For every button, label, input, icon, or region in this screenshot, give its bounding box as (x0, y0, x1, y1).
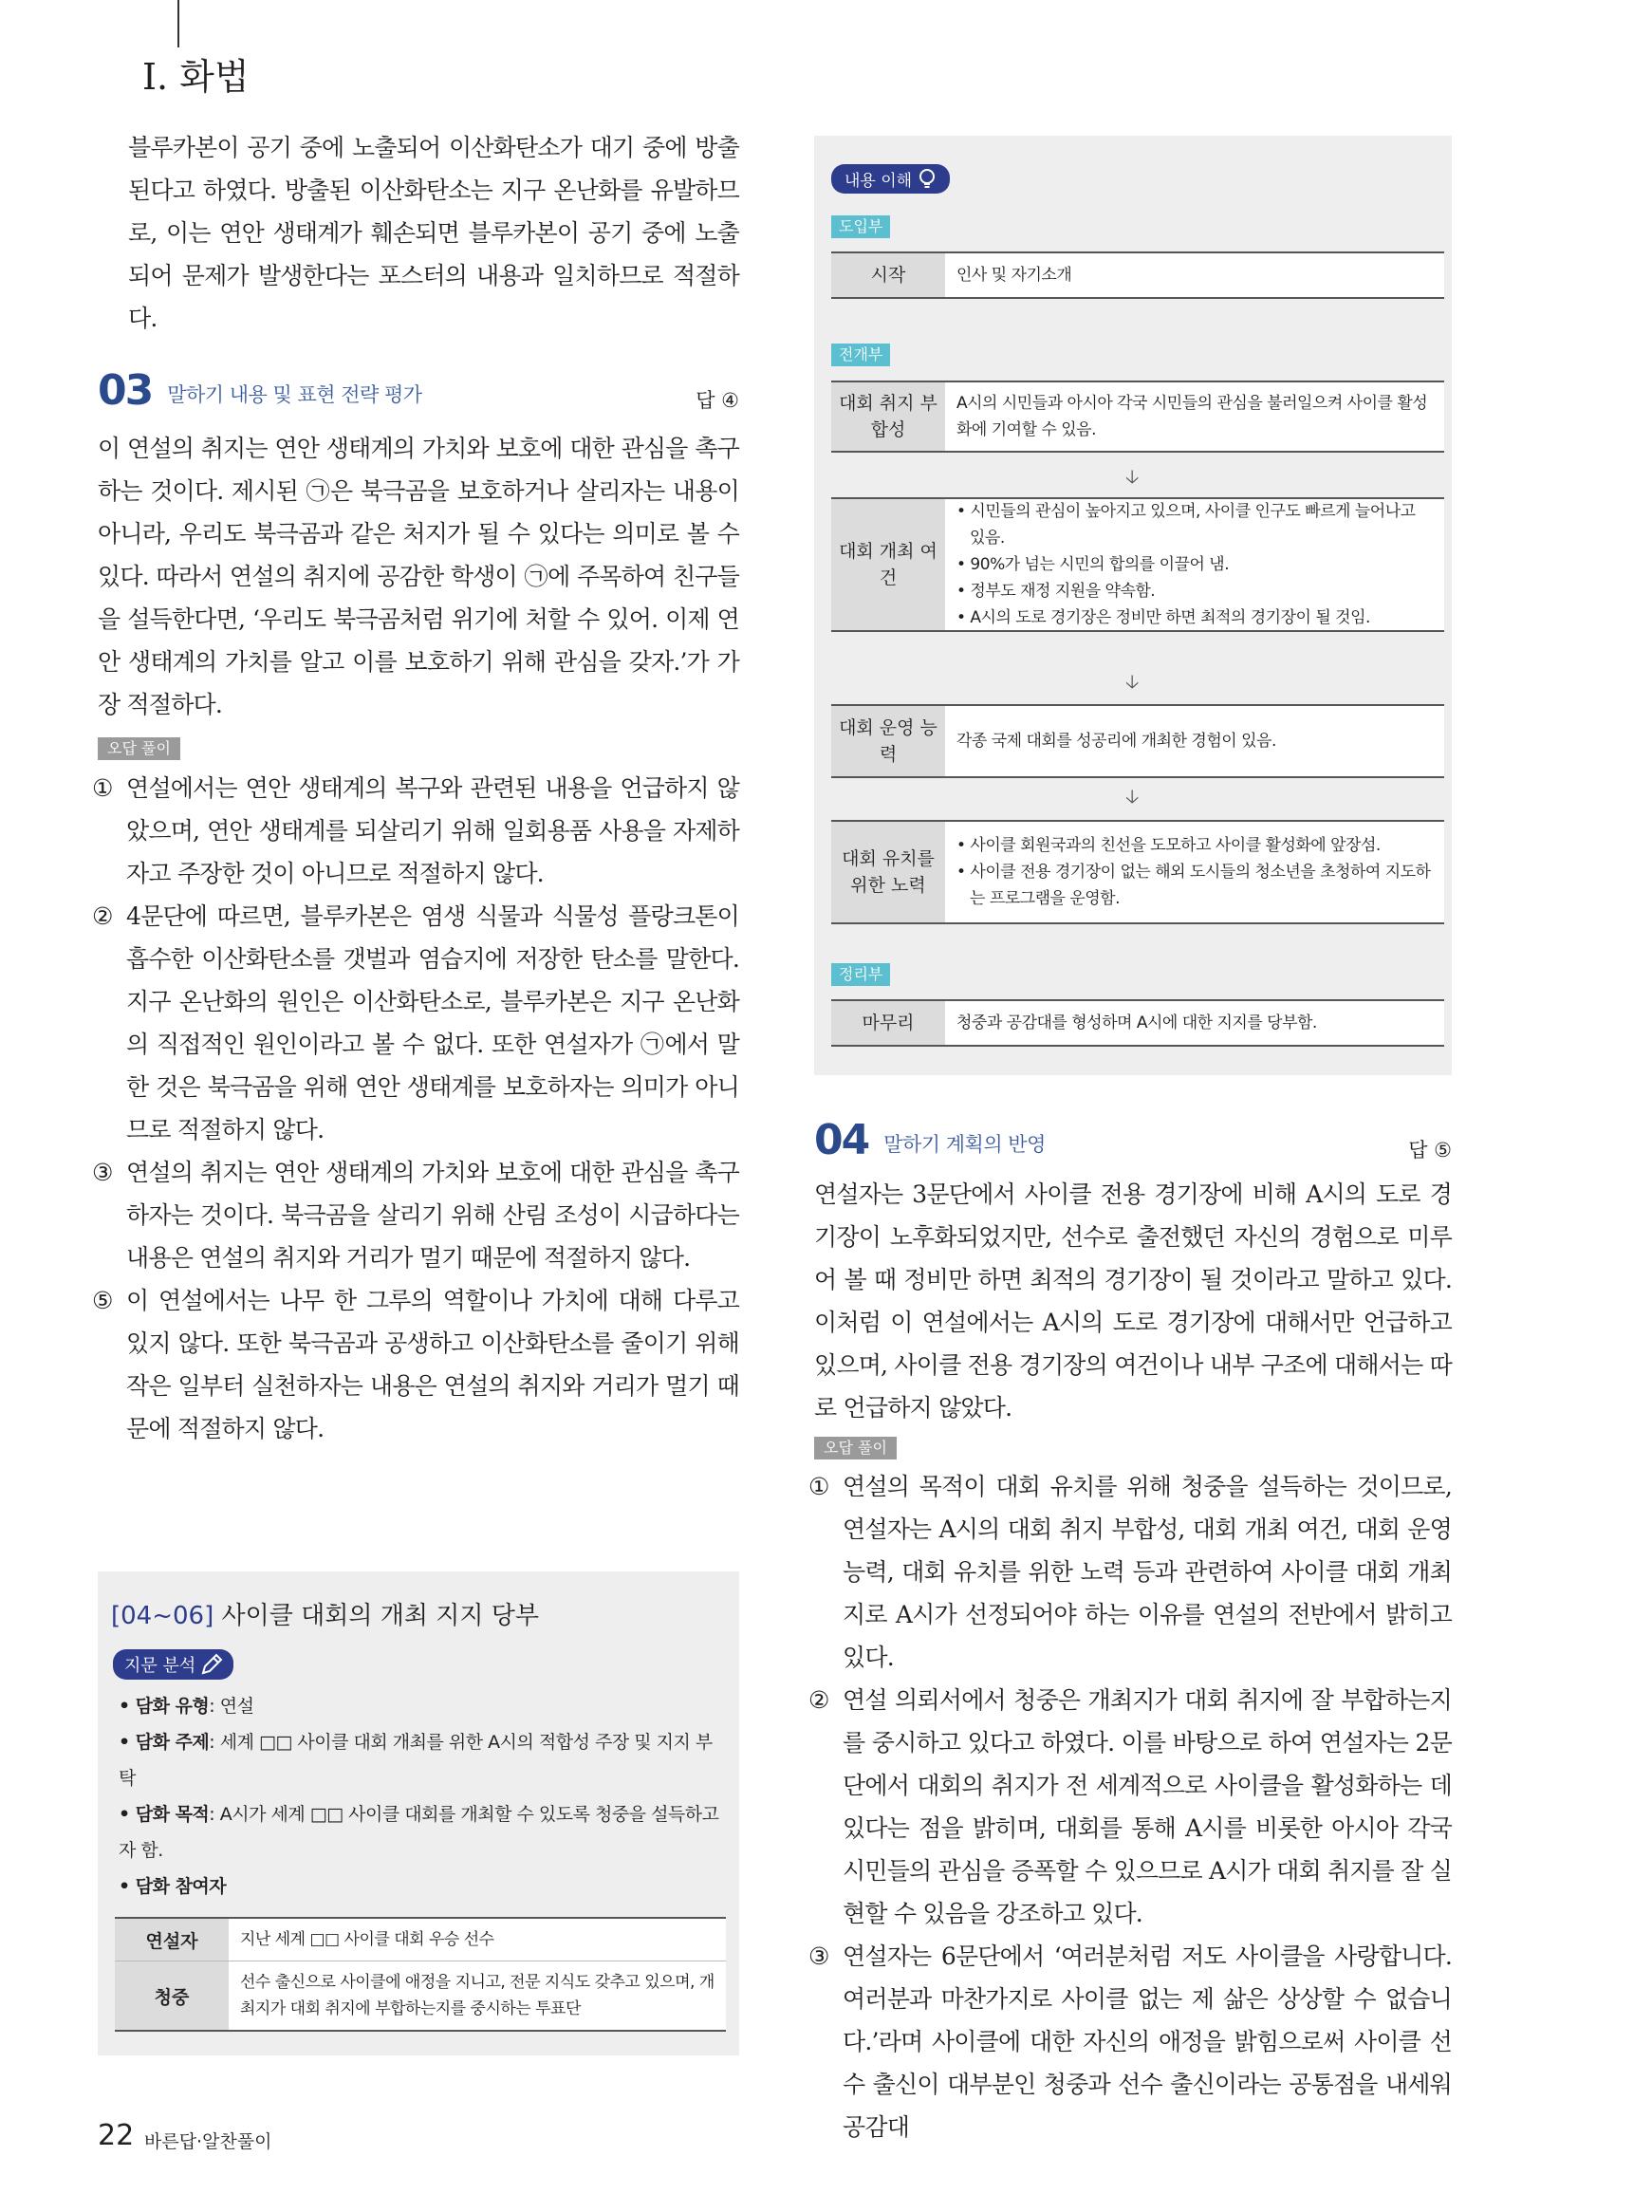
bullet-value: : 연설 (209, 1696, 254, 1717)
row-content (945, 253, 1444, 297)
stage-intro (831, 215, 890, 238)
item-number: ① (92, 774, 113, 802)
stage-closing (831, 963, 890, 986)
row-text: 인사 및 자기소개 (956, 266, 1072, 285)
row-bullet: • A시의 도로 경기장은 정비만 하면 최적의 경기장이 될 것임. (956, 608, 1370, 627)
row-bullet: • 사이클 전용 경기장이 없는 해외 도시들의 청소년을 초청하여 지도하는 프로그램을 운영함. (956, 863, 1431, 908)
row-label: 마무리 (831, 1001, 945, 1045)
bullet-key: • 담화 목적 (119, 1804, 210, 1825)
participant-desc: 지난 세계 □□ 사이클 대회 우승 선수 (240, 1930, 494, 1949)
row-bullet: • 시민들의 관심이 높아지고 있으며, 사이클 인구도 빠르게 늘어나고 있음. (956, 502, 1416, 548)
passage-title-text: 사이클 대회의 개최 지지 당부 (221, 1602, 539, 1630)
participant-desc: 선수 출신으로 사이클에 애정을 지니고, 전문 지식도 갖추고 있으며, 개최지가 대회 취지에 부합하는지를 중시하는 투표단 (240, 1973, 715, 2018)
intro-paragraph (128, 126, 739, 340)
q04-body-text: 연설자는 3문단에서 사이클 전용 경기장에 비해 A시의 도로 경기장이 노후화되었지만, 선수로 출전했던 자신의 경험으로 미루어 볼 때 정비만 하면 최적의 경기장이 될 것이라고 말하고 있다. 이처럼 이 연설에서는 A시의 도로 경기장에 대해서만 언급하고 있으며, 사이클 전용 경기장의 여건이나 내부 구조에 대해서는 따로 언급하지 않았다. (814, 1180, 1452, 1422)
bullet-value: : 세계 □□ 사이클 대회 개최를 위한 A시의 적합성 주장 및 지지 부탁 (119, 1732, 713, 1789)
wrong-answer-tag: 오답 풀이 (814, 1437, 897, 1459)
bullet-genre (119, 1688, 726, 1724)
book-title: 바른답·알찬풀이 (144, 2131, 272, 2152)
passage-analysis-box (98, 1571, 739, 2055)
item-number: ② (808, 1686, 829, 1714)
row-text: 청중과 공감대를 형성하며 A시에 대한 지지를 당부함. (956, 1013, 1317, 1032)
wrong-item (92, 1151, 739, 1279)
item-text: 이 연설에서는 나무 한 그루의 역할이나 가치에 대해 다루고 있지 않다. 또한 북극곰과 공생하고 이산화탄소를 줄이기 위해 작은 일부터 실천하자는 내용은 연설의 취지와 거리가 멀기 때문에 적절하지 않다. (126, 1287, 739, 1442)
participant-row (115, 1919, 726, 1961)
row-label: 대회 개최 여건 (831, 499, 945, 630)
q03-answer: 답 ④ (696, 389, 739, 412)
passage-title (111, 1596, 539, 1631)
flow-arrow-down-icon: 🡣 (1125, 465, 1140, 488)
q03-number: 03 (98, 366, 153, 415)
q03-wrong-list (92, 767, 739, 1450)
row-text: 각종 국제 대회를 성공리에 개최한 경험이 있음. (956, 732, 1276, 751)
stage-label: 정리부 (831, 963, 890, 986)
wrong-answer-tag: 오답 풀이 (98, 737, 180, 760)
flow-row-operations (831, 704, 1444, 778)
intro-text: 블루카본이 공기 중에 노출되어 이산화탄소가 대기 중에 방출된다고 하였다. 방출된 이산화탄소는 지구 온난화를 유발하므로, 이는 연안 생태계가 훼손되면 블루카본이 공기 중에 노출되어 문제가 발생한다는 포스터의 내용과 일치하므로 적절하다. (128, 134, 739, 332)
q04-header (814, 1116, 1452, 1167)
item-number: ① (808, 1473, 829, 1500)
wrong-item (808, 1935, 1452, 2148)
row-text: A시의 시민들과 아시아 각국 시민들의 관심을 불러일으켜 사이클 활성화에 기여할 수 있음. (956, 394, 1428, 439)
item-number: ② (92, 902, 113, 930)
q04-wrong-label (814, 1437, 897, 1459)
q03-body (98, 427, 739, 726)
header-rule (177, 0, 179, 47)
q03-body-text: 이 연설의 취지는 연안 생태계의 가치와 보호에 대한 관심을 촉구하는 것이다. 제시된 ㉠은 북극곰을 보호하거나 살리자는 내용이 아니라, 우리도 북극곰과 같은 처지가 될 수 있다는 의미로 볼 수 있다. 따라서 연설의 취지에 공감한 학생이 ㉠에 주목하여 친구들을 설득한다면, ‘우리도 북극곰처럼 위기에 처할 수 있어. 이제 연안 생태계의 가치를 알고 이를 보호하기 위해 관심을 갖자.’가 가장 적절하다. (98, 435, 739, 718)
bullet-purpose (119, 1796, 726, 1868)
item-number: ⑤ (92, 1287, 113, 1314)
row-content (945, 706, 1444, 776)
wrong-item (808, 1679, 1452, 1935)
item-text: 연설 의뢰서에서 청중은 개최지가 대회 취지에 잘 부합하는지를 중시하고 있다고 하였다. 이를 바탕으로 하여 연설자는 2문단에서 대회의 취지가 전 세계적으로 사이클을 활성화하는 데 있다는 점을 밝히며, 대회를 통해 A시를 비롯한 아시아 각국 시민들의 관심을 증폭할 수 있으므로 A시가 대회 취지를 잘 실현할 수 있음을 강조하고 있다. (843, 1686, 1452, 1927)
row-content (945, 382, 1444, 451)
q04-answer: 답 ⑤ (1408, 1139, 1452, 1162)
q04-wrong-list (808, 1465, 1452, 2148)
pencil-icon (199, 1652, 224, 1677)
q03-title: 말하기 내용 및 표현 전략 평가 (167, 383, 422, 406)
item-text: 4문단에 따르면, 블루카본은 염생 식물과 식물성 플랑크톤이 흡수한 이산화탄소를 갯벌과 염습지에 저장한 탄소를 말한다. 지구 온난화의 원인은 이산화탄소로, 블루카본은 지구 온난화의 직접적인 원인이라고 볼 수 없다. 또한 연설자가 ㉠에서 말한 것은 북극곰을 위해 연안 생태계를 보호하자는 의미가 아니므로 적절하지 않다. (126, 902, 739, 1143)
analysis-badge-label: 지문 분석 (124, 1656, 196, 1676)
row-label: 시작 (831, 253, 945, 297)
content-understanding-panel (814, 136, 1452, 1075)
participants-table (115, 1917, 726, 2032)
stage-development (831, 344, 890, 366)
row-label: 대회 유치를 위한 노력 (831, 822, 945, 922)
page-number: 22 (98, 2119, 135, 2152)
q04-title: 말하기 계획의 반영 (883, 1133, 1046, 1156)
flow-arrow-down-icon: 🡣 (1125, 785, 1140, 808)
bullet-key: • 담화 유형 (119, 1696, 210, 1717)
analysis-badge (113, 1649, 233, 1680)
lightbulb-icon (918, 168, 937, 191)
row-content (945, 822, 1444, 922)
wrong-item (92, 1279, 739, 1450)
understanding-badge (831, 164, 950, 194)
flow-row-fit (831, 381, 1444, 453)
row-bullet: • 90%가 넘는 시민의 합의를 이끌어 냄. (956, 555, 1230, 574)
row-label: 대회 취지 부합성 (831, 382, 945, 451)
row-bullet: • 정부도 재정 지원을 약속함. (956, 582, 1156, 601)
section-title: Ⅰ. 화법 (142, 56, 250, 98)
item-text: 연설의 취지는 연안 생태계의 가치와 보호에 대한 관심을 촉구하자는 것이다. 북극곰을 살리기 위해 산림 조성이 시급하다는 내용은 연설의 취지와 거리가 멀기 때문에 적절하지 않다. (126, 1159, 739, 1272)
q03-wrong-label (98, 737, 180, 760)
bullet-key: • 담화 주제 (119, 1732, 210, 1753)
q04-body (814, 1173, 1452, 1429)
flow-row-start (831, 251, 1444, 299)
flow-row-conditions (831, 497, 1444, 632)
row-label: 대회 운영 능력 (831, 706, 945, 776)
row-content (945, 499, 1444, 630)
bullet-value: : A시가 세계 □□ 사이클 대회를 개최할 수 있도록 청중을 설득하고자 함. (119, 1804, 719, 1861)
participant-row (115, 1961, 726, 2030)
flow-row-closing (831, 999, 1444, 1047)
item-number: ③ (92, 1159, 113, 1186)
bullet-key: • 담화 참여자 (119, 1876, 227, 1897)
stage-label: 전개부 (831, 344, 890, 366)
flow-row-efforts (831, 820, 1444, 924)
flow-arrow-down-icon: 🡣 (1125, 670, 1140, 693)
stage-label: 도입부 (831, 215, 890, 238)
bullet-participants (119, 1868, 726, 1905)
item-text: 연설의 목적이 대회 유치를 위해 청중을 설득하는 것이므로, 연설자는 A시의 대회 취지 부합성, 대회 개최 여건, 대회 운영 능력, 대회 유치를 위한 노력 등과 관련하여 사이클 대회 개최지로 A시가 선정되어야 하는 이유를 연설의 전반에서 밝히고 있다. (843, 1473, 1452, 1671)
row-bullet: • 사이클 회원국과의 친선을 도모하고 사이클 활성화에 앞장섬. (956, 836, 1381, 855)
wrong-item (92, 895, 739, 1151)
row-content (945, 1001, 1444, 1045)
q04-number: 04 (814, 1116, 869, 1164)
item-text: 연설자는 6문단에서 ‘여러분처럼 저도 사이클을 사랑합니다. 여러분과 마찬가지로 사이클 없는 제 삶은 상상할 수 없습니다.’라며 사이클에 대한 자신의 애정을 밝힘으로써 사이클 선수 출신이 대부분인 청중과 선수 출신이라는 공통점을 내세워 공감대 (843, 1942, 1452, 2141)
understanding-badge-label: 내용 이해 (845, 172, 913, 191)
item-text: 연설에서는 연안 생태계의 복구와 관련된 내용을 언급하지 않았으며, 연안 생태계를 되살리기 위해 일회용품 사용을 자제하자고 주장한 것이 아니므로 적절하지 않다. (126, 774, 739, 887)
participant-label: 연설자 (115, 1919, 229, 1961)
wrong-item (808, 1465, 1452, 1679)
bullet-topic (119, 1724, 726, 1796)
wrong-item (92, 767, 739, 895)
question-range: [04~06] (111, 1602, 214, 1630)
analysis-bullets (119, 1688, 726, 1905)
participant-label: 청중 (115, 1961, 229, 2030)
q03-header (98, 366, 739, 418)
item-number: ③ (808, 1942, 829, 1970)
